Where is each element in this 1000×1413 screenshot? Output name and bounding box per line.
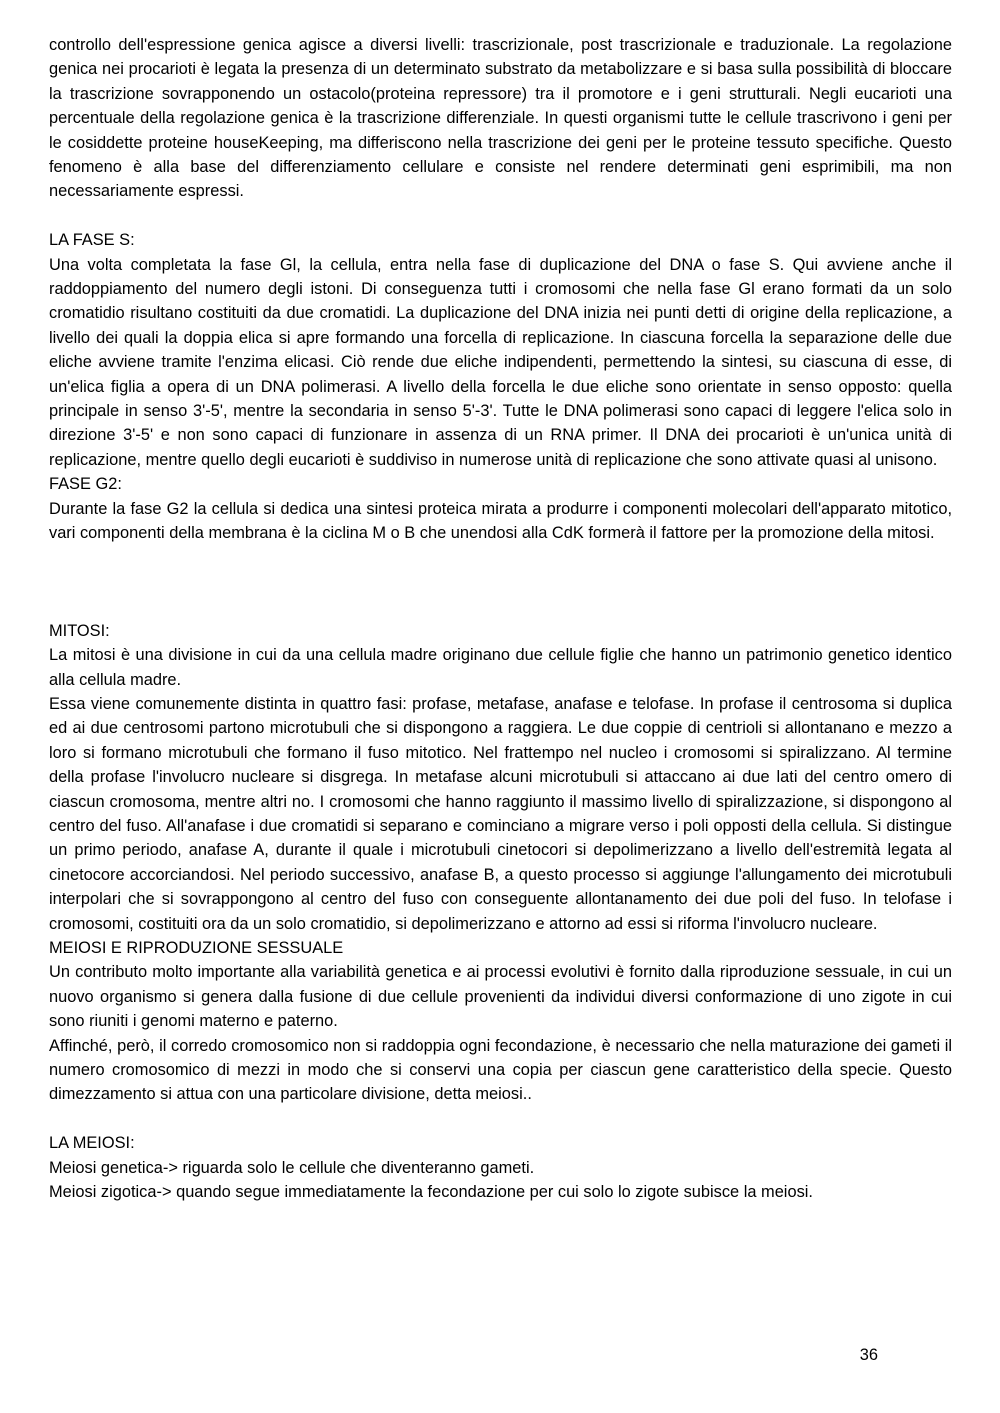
page-number: 36	[859, 1346, 878, 1364]
paragraph-mitosi-phases: Essa viene comunemente distinta in quattro fasi: profase, metafase, anafase e telofase. In profase il centrosoma si duplica ed ai due centrosomi partono microtubuli che si dispongono a raggiera. Le due coppie di centrioli si allontanano e mezzo a loro si formano microtubuli che formano il fuso mitotico. Nel frattempo nel nucleo i cromosomi si spiralizzano. Al termine della profase l'involucro nucleare si disgrega. In metafase alcuni microtubuli si attaccano ai due lati del centro omero di ciascun cromosoma, mentre altri no. I cromosomi che hanno raggiunto il massimo livello di spiralizzazione, si dispongono al centro del fuso. All'anafase i due cromatidi si separano e cominciano a migrare verso i poli opposti della cellula. Si distingue un primo periodo, anafase A, durante il quale i microtubuli cinetocori si depolimerizzano a livello dell'estremità legata al cinetocore accorciandosi. Nel periodo successivo, anafase B, a questo processo si aggiunge l'allungamento dei microtubuli interpolari che si sovrappongono al centro del fuso con conseguente allontanamento dei due poli del fuso. In telofase i cromosomi, costituiti ora da un solo cromatidio, si depolimerizzano e attorno ad essi si riforma l'involucro nucleare.	[49, 694, 952, 933]
paragraph-riproduzione-sessuale: Un contributo molto importante alla variabilità genetica e ai processi evolutivi è fornito dalla riproduzione sessuale, in cui un nuovo organismo si genera dalla fusione di due cellule provenienti da individui diversi conformazione di uno zigote in cui sono riuniti i genomi materno e paterno.	[49, 963, 952, 1031]
heading-mitosi: MITOSI:	[49, 621, 110, 640]
text-column	[49, 33, 952, 1204]
heading-meiosi-riproduzione: MEIOSI E RIPRODUZIONE SESSUALE	[49, 938, 344, 957]
line-meiosi-genetica: Meiosi genetica-> riguarda solo le cellule che diventeranno gameti.	[49, 1158, 535, 1177]
paragraph-dimezzamento: Affinché, però, il corredo cromosomico non si raddoppia ogni fecondazione, è necessario che nella maturazione dei gameti il numero cromosomico di mezzi in modo che si conservi una copia per ciascun gene caratteristico della specie. Questo dimezzamento si attua con una particolare divisione, detta meiosi..	[49, 1036, 952, 1104]
heading-fase-g2: FASE G2:	[49, 475, 122, 494]
spacer	[49, 546, 952, 619]
paragraph-fase-s: Una volta completata la fase Gl, la cellula, entra nella fase di duplicazione del DNA o fase S. Qui avviene anche il raddoppiamento del numero degli istoni. Di conseguenza tutti i cromosomi che nella fase Gl erano formati da un solo cromatidio risultano costituiti da due cromatidi. La duplicazione del DNA inizia nei punti detti di origine della replicazione, a livello dei quali la doppia elica si apre formando una forcella di replicazione. In ciascuna forcella la separazione delle due eliche avviene tramite l'enzima elicasi. Ciò rende due eliche indipendenti, permettendo la sintesi, su ciascuna di esse, di un'elica figlia a opera di un DNA polimerasi. A livello della forcella le due eliche sono orientate in senso opposto: quella principale in senso 3'-5', mentre la secondaria in senso 5'-3'. Tutte le DNA polimerasi sono capaci di leggere l'elica solo in direzione 3'-5' e non sono capaci di funzionare in assenza di un RNA primer. Il DNA dei procarioti è un'unica unità di replicazione, mentre quello degli eucarioti è suddiviso in numerose unità di replicazione che sono attivate quasi al unisono.	[49, 255, 952, 469]
spacer	[49, 204, 952, 228]
heading-fase-s: LA FASE S:	[49, 231, 135, 250]
heading-la-meiosi: LA MEIOSI:	[49, 1134, 135, 1153]
paragraph-gene-regulation: controllo dell'espressione genica agisce a diversi livelli: trascrizionale, post trascrizionale e traduzionale. La regolazione genica nei procarioti è legata la presenza di un determinato substrato da metabolizzare e si basa sulla possibilità di bloccare la trascrizione sovrapponendo un ostacolo(proteina repressore) tra il promotore e i geni strutturali. Negli eucarioti una percentuale della regolazione genica è la trascrizione differenziale. In questi organismi tutte le cellule trascrivono i geni per le cosiddette proteine houseKeeping, ma differiscono nella trascrizione dei geni per le proteine tessuto specifiche. Questo fenomeno è alla base del differenziamento cellulare e consiste nel rendere determinati geni esprimibili, ma non necessariamente espressi.	[49, 36, 952, 201]
spacer	[49, 1107, 952, 1131]
line-meiosi-zigotica: Meiosi zigotica-> quando segue immediatamente la fecondazione per cui solo lo zigote subisce la meiosi.	[49, 1183, 813, 1202]
paragraph-mitosi-intro: La mitosi è una divisione in cui da una cellula madre originano due cellule figlie che hanno un patrimonio genetico identico alla cellula madre.	[49, 646, 952, 689]
paragraph-fase-g2: Durante la fase G2 la cellula si dedica una sintesi proteica mirata a produrre i componenti molecolari dell'apparato mitotico, vari componenti della membrana è la ciclina M o B che unendosi alla CdK formerà il fattore per la promozione della mitosi.	[49, 499, 952, 543]
